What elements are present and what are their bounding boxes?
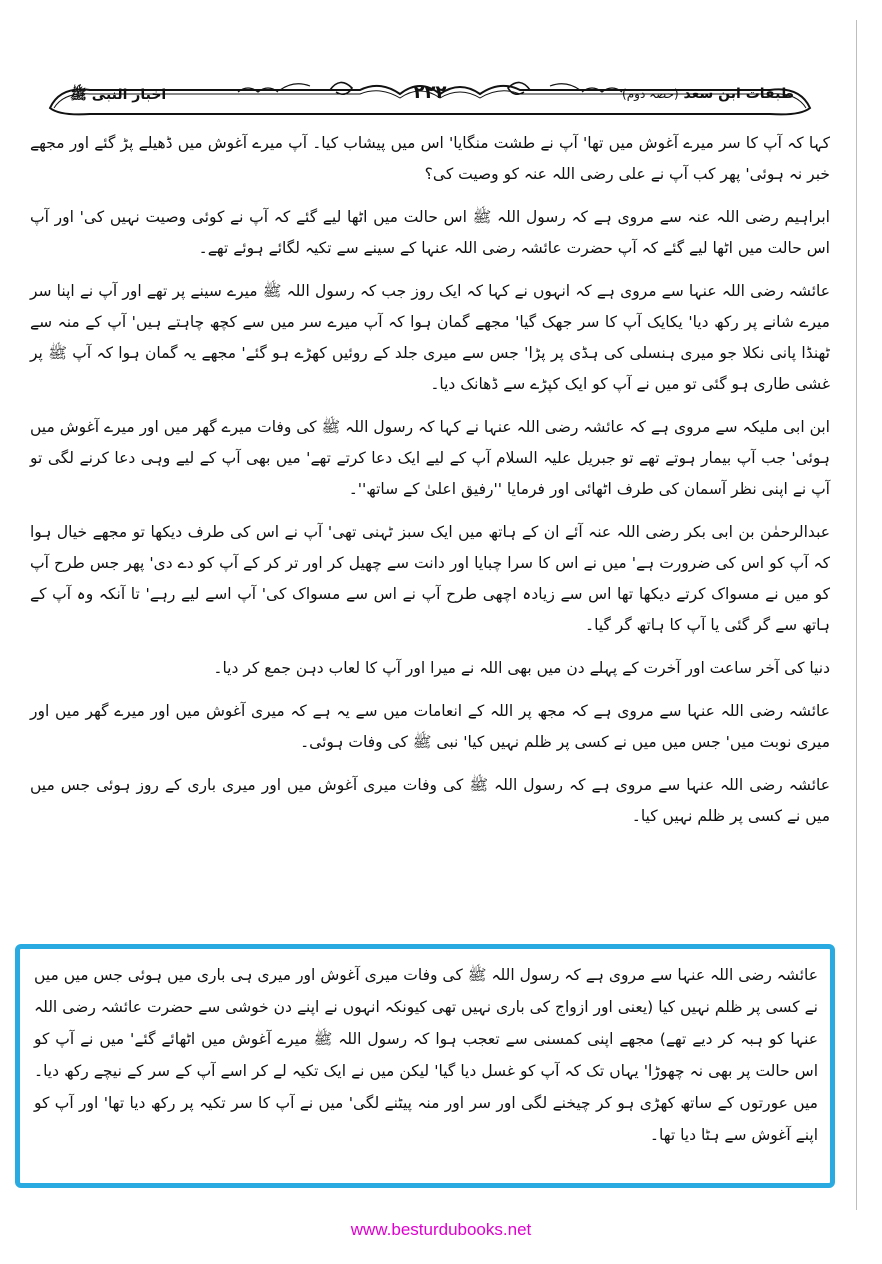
page-number: ۲۲۲ [413,82,447,103]
paragraph: دنیا کی آخر ساعت اور آخرت کے پہلے دن میں بھی اللہ نے میرا اور آپ کا لعاب دہن جمع کر دیا۔ [213,659,830,677]
paragraph: عائشہ رضی اللہ عنہا سے مروی ہے کہ مجھ پر اللہ کے انعامات میں سے یہ ہے کہ میری آغوش میں اور میرے گھر میں اور میری نوبت میں' جس میں میں نے کسی پر ظلم نہیں کیا' نبی ﷺ کی وفات ہوئی۔ [30,702,830,751]
page-body [30,128,830,844]
paragraph: ابن ابی ملیکہ سے مروی ہے کہ عائشہ رضی اللہ عنہا نے کہا کہ رسول اللہ ﷺ کی وفات میرے گھر میں اور میرے آغوش میں ہوئی' جب آپ بیمار ہوتے تھے تو جبریل علیہ السلام آپ کے لیے ایک دعا کرتے تھے' میں بھی آپ کے لیے وہی دعا کرنے لگی تو آپ نے اپنی نظر آسمان کی طرف اٹھائی اور فرمایا ''رفیق اعلیٰ کے ساتھ''۔ [30,418,830,498]
paragraph: عائشہ رضی اللہ عنہا سے مروی ہے کہ انہوں نے کہا کہ ایک روز جب کہ رسول اللہ ﷺ میرے سینے پر تھے اور آپ نے اپنا سر میرے شانے پر رکھ دیا' یکایک آپ کا سر جھک گیا' مجھے گمان ہوا کہ آپ میرے سر میں سے کچھ چاہتے ہیں' آپ کے منہ سے ٹھنڈا پانی نکلا جو میری ہنسلی کی ہڈی پر پڑا' جس سے میری جلد کے روئیں کھڑے ہو گئے' مجھے یہ گمان ہوا کہ آپ ﷺ پر غشی طاری ہو گئی تو میں نے آپ کو ایک کپڑے سے ڈھانک دیا۔ [30,282,830,393]
book-volume: (حصہ دوم) [622,87,679,101]
paragraph: عبدالرحمٰن بن ابی بکر رضی اللہ عنہ آئے ان کے ہاتھ میں ایک سبز ٹہنی تھی' آپ نے اس کی طرف دیکھا تو مجھے خیال ہوا کہ آپ کو اس کی ضرورت ہے' میں نے اس کا سرا چبایا اور دانت سے چھیل کر اور تر کر کے آپ کو دے دی' پھر جس طرح آپ کو میں نے مسواک کرتے دیکھا تھا اس سے زیادہ اچھی طرح آپ نے اس سے مسواک کی' آپ اسے لیے رہے' تا آنکہ وہ آپ کے ہاتھ سے گر گئی یا آپ کا ہاتھ گر گیا۔ [30,523,830,634]
highlighted-paragraph: عائشہ رضی اللہ عنہا سے مروی ہے کہ رسول اللہ ﷺ کی وفات میری آغوش اور میری ہی باری میں ہوئی جس میں میں نے کسی پر ظلم نہیں کیا (یعنی اور ازواج کی باری نہیں تھی کیونکہ انہوں نے اپنے دن خوشی سے حضرت عائشہ رضی اللہ عنہا کو ہبہ کر دیے تھے) مجھے اپنی کمسنی سے تعجب ہوا کہ رسول اللہ ﷺ میرے آغوش میں اٹھائے گئے' میں نے آپ کو اس حالت پر بھی نہ چھوڑا' یہاں تک کہ آپ کو غسل دیا گیا' لیکن میں نے ایک تکیہ لے کر اسے آپ کے سر کے نیچے رکھ دیا۔ میں عورتوں کے ساتھ کھڑی ہو کر چیخنے لگی اور سر اور منہ پیٹنے لگی' میں نے آپ کا سر تکیہ پر رکھ دیا تھا' اور آپ کو اپنے آغوش سے ہٹا دیا تھا۔ [34,966,818,1144]
paragraph: عائشہ رضی اللہ عنہا سے مروی ہے کہ رسول اللہ ﷺ کی وفات میری آغوش میں اور میری باری کے روز ہوئی جس میں میں نے کسی پر ظلم نہیں کیا۔ [30,776,830,825]
book-title: طبقات ابن سعد [683,86,794,102]
paragraph: ابراہیم رضی اللہ عنہ سے مروی ہے کہ رسول اللہ ﷺ اس حالت میں اٹھا لیے گئے کہ آپ نے کوئی وصیت نہیں کی' اور آپ اس حالت میں اٹھا لیے گئے کہ آپ حضرت عائشہ رضی اللہ عنہا کے سینے سے تکیہ لگائے ہوئے تھے۔ [30,208,830,257]
website-link[interactable]: www.besturdubooks.net [350,1220,532,1239]
paragraph: کہا کہ آپ کا سر میرے آغوش میں تھا' آپ نے طشت منگایا' اس میں پیشاب کیا۔ آپ میرے آغوش میں ڈھیلے پڑ گئے اور مجھے خبر نہ ہوئی' پھر کب آپ نے علی رضی اللہ عنہ کو وصیت کی؟ [30,134,830,183]
highlighted-passage-box [15,944,835,1188]
page-edge-line [856,20,857,1210]
chapter-title: اخبار النبی ﷺ [70,87,167,103]
book-title-header [622,86,794,102]
page-header [30,76,830,120]
